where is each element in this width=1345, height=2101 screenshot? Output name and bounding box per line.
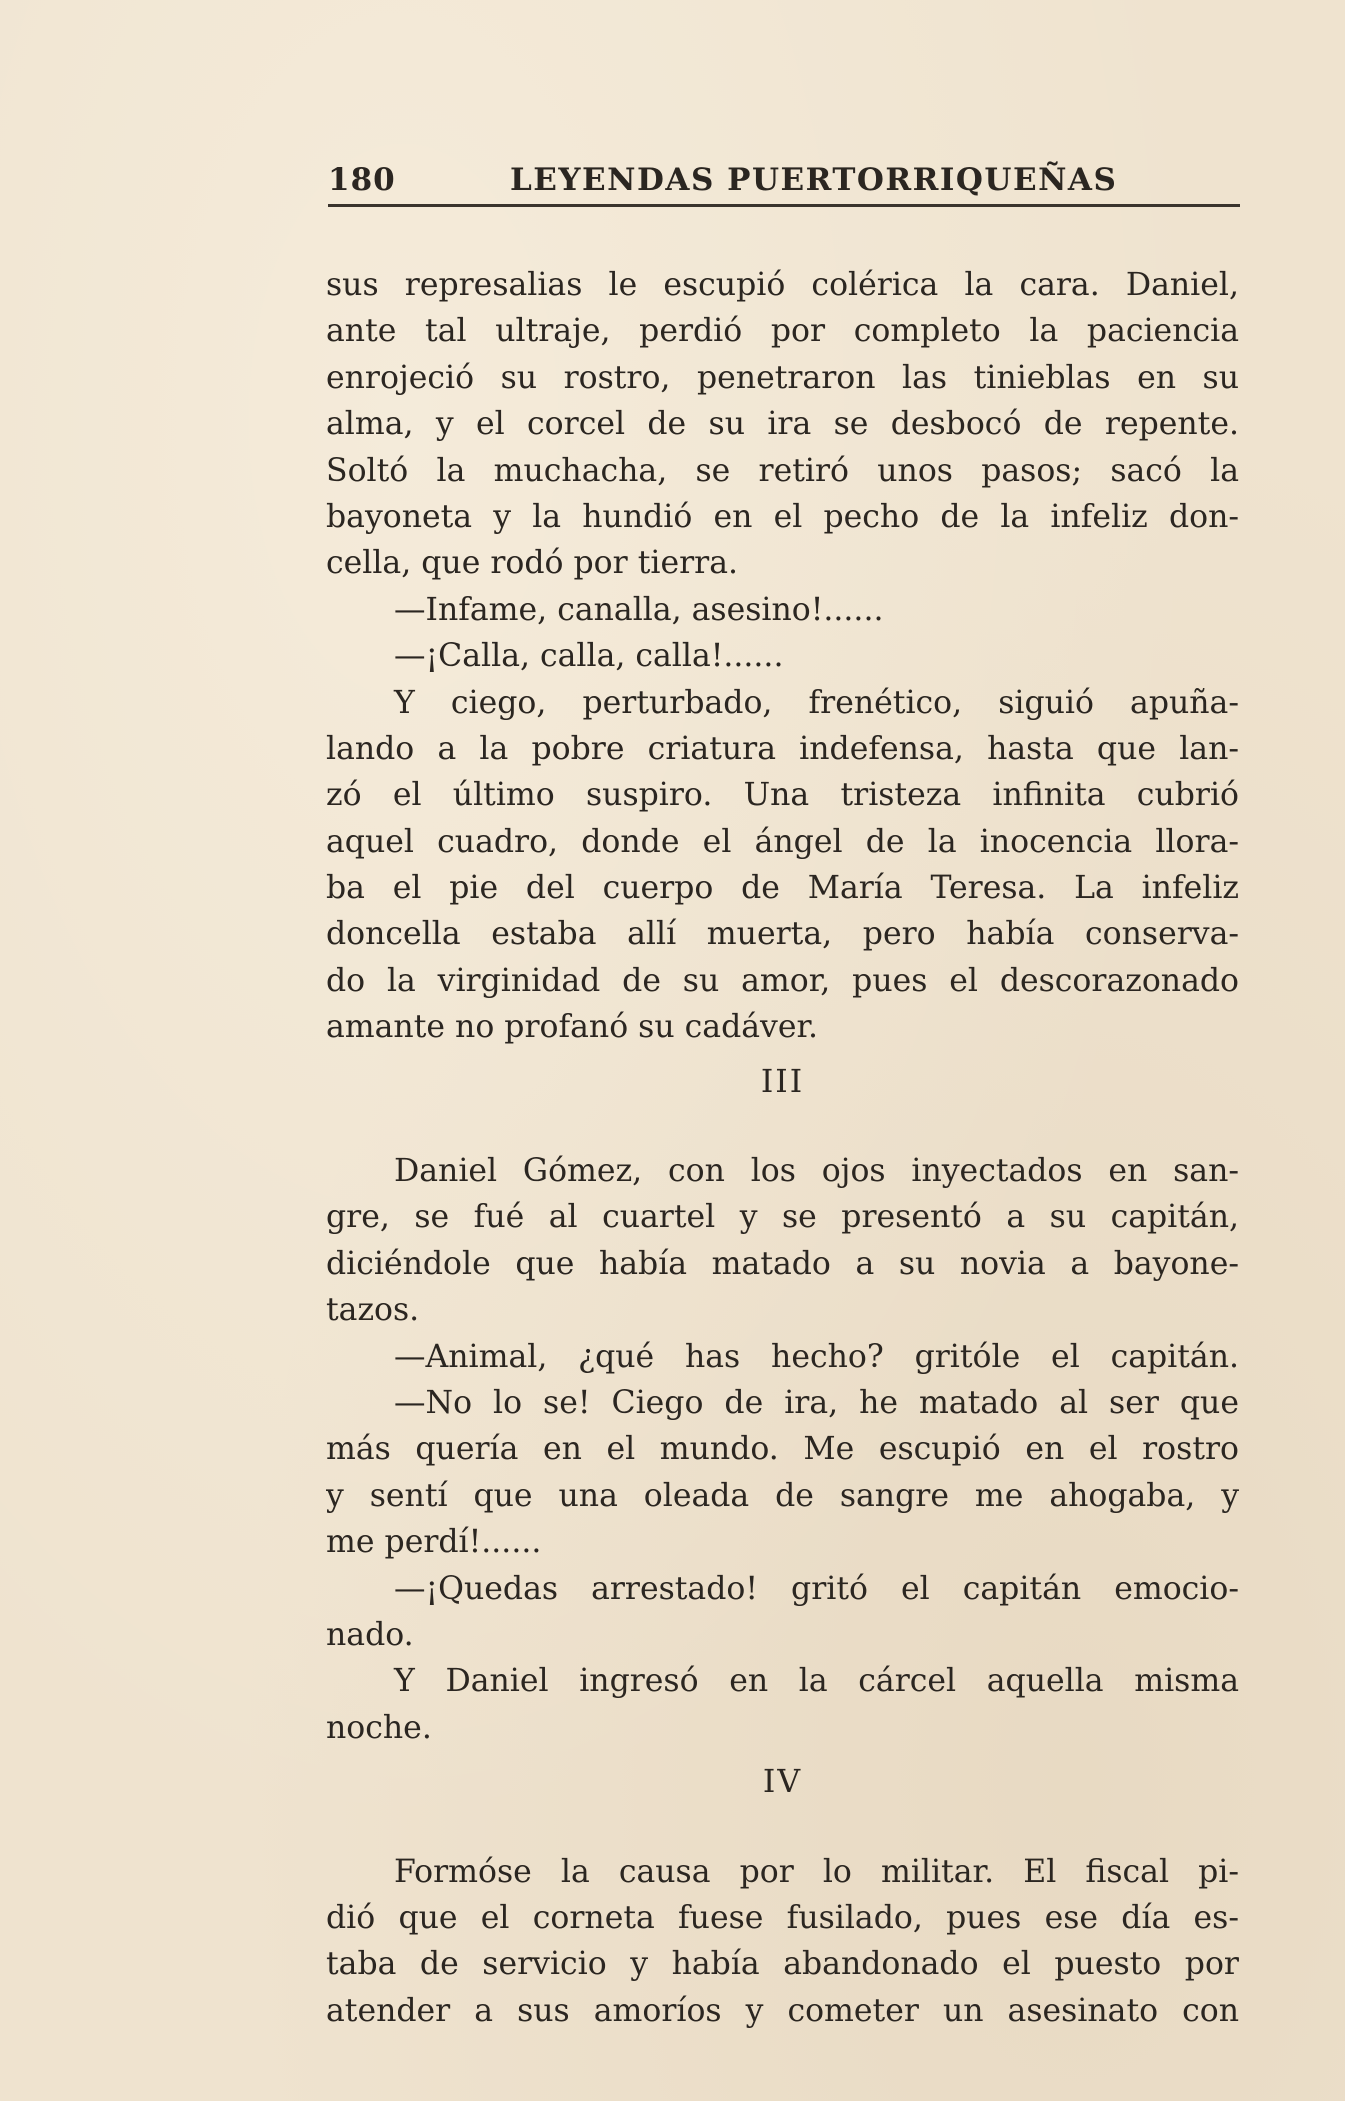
- text-line: nado.: [326, 1616, 414, 1653]
- text-line: doncella estaba allí muerta, pero había conserva-: [326, 916, 1239, 953]
- section-heading-iii: III: [760, 1063, 805, 1100]
- text-line: enrojeció su rostro, penetraron las tinieblas en su: [326, 359, 1239, 396]
- text-line: —¡Quedas arrestado! gritó el capitán emocio-: [394, 1570, 1239, 1607]
- text-line: diciéndole que había matado a su novia a bayone-: [326, 1245, 1239, 1282]
- running-title: LEYENDAS PUERTORRIQUEÑAS: [510, 162, 1118, 198]
- text-line: ante tal ultraje, perdió por completo la paciencia: [326, 313, 1239, 350]
- text-line: más quería en el mundo. Me escupió en el rostro: [326, 1431, 1239, 1468]
- text-line: y sentí que una oleada de sangre me ahogaba, y: [326, 1477, 1239, 1514]
- text-line: amante no profanó su cadáver.: [326, 1009, 819, 1046]
- text-line: atender a sus amoríos y cometer un asesinato con: [326, 1992, 1239, 2029]
- text-line: noche.: [326, 1709, 432, 1746]
- text-line: Y ciego, perturbado, frenético, siguió apuña-: [394, 684, 1239, 721]
- text-line: Formóse la causa por lo militar. El fiscal pi-: [394, 1853, 1239, 1890]
- text-line: —No lo se! Ciego de ira, he matado al ser que: [394, 1384, 1239, 1421]
- text-line: tazos.: [326, 1292, 420, 1329]
- text-line: Y Daniel ingresó en la cárcel aquella misma: [394, 1663, 1239, 1700]
- text-line: gre, se fué al cuartel y se presentó a su capitán,: [326, 1199, 1239, 1236]
- text-line: dió que el corneta fuese fusilado, pues ese día es-: [326, 1899, 1239, 1936]
- text-line: me perdí!......: [326, 1524, 542, 1561]
- text-line: Daniel Gómez, con los ojos inyectados en san-: [394, 1153, 1239, 1190]
- page-header: [328, 158, 1240, 207]
- text-line: zó el último suspiro. Una tristeza infinita cubrió: [326, 777, 1239, 814]
- section-heading-iv: IV: [762, 1764, 803, 1801]
- text-line: do la virginidad de su amor, pues el descorazonado: [326, 962, 1239, 999]
- dialogue-line: —Infame, canalla, asesino!......: [394, 591, 884, 628]
- text-line: cella, que rodó por tierra.: [326, 545, 738, 582]
- text-line: taba de servicio y había abandonado el puesto por: [326, 1946, 1239, 1983]
- text-line: alma, y el corcel de su ira se desbocó de repente.: [326, 406, 1239, 443]
- text-line: Soltó la muchacha, se retiró unos pasos; sacó la: [326, 452, 1239, 489]
- body-text: [326, 262, 1239, 2034]
- page-number: 180: [328, 162, 396, 198]
- text-line: lando a la pobre criatura indefensa, hasta que lan-: [326, 730, 1239, 767]
- text-line: aquel cuadro, donde el ángel de la inocencia llora-: [326, 823, 1239, 860]
- dialogue-line: —Animal, ¿qué has hecho? gritóle el capitán.: [394, 1338, 1239, 1375]
- text-line: sus represalias le escupió colérica la cara. Daniel,: [326, 267, 1239, 303]
- text-line: bayoneta y la hundió en el pecho de la infeliz don-: [326, 498, 1239, 535]
- dialogue-line: —¡Calla, calla, calla!......: [394, 638, 784, 675]
- text-line: ba el pie del cuerpo de María Teresa. La infeliz: [326, 870, 1239, 907]
